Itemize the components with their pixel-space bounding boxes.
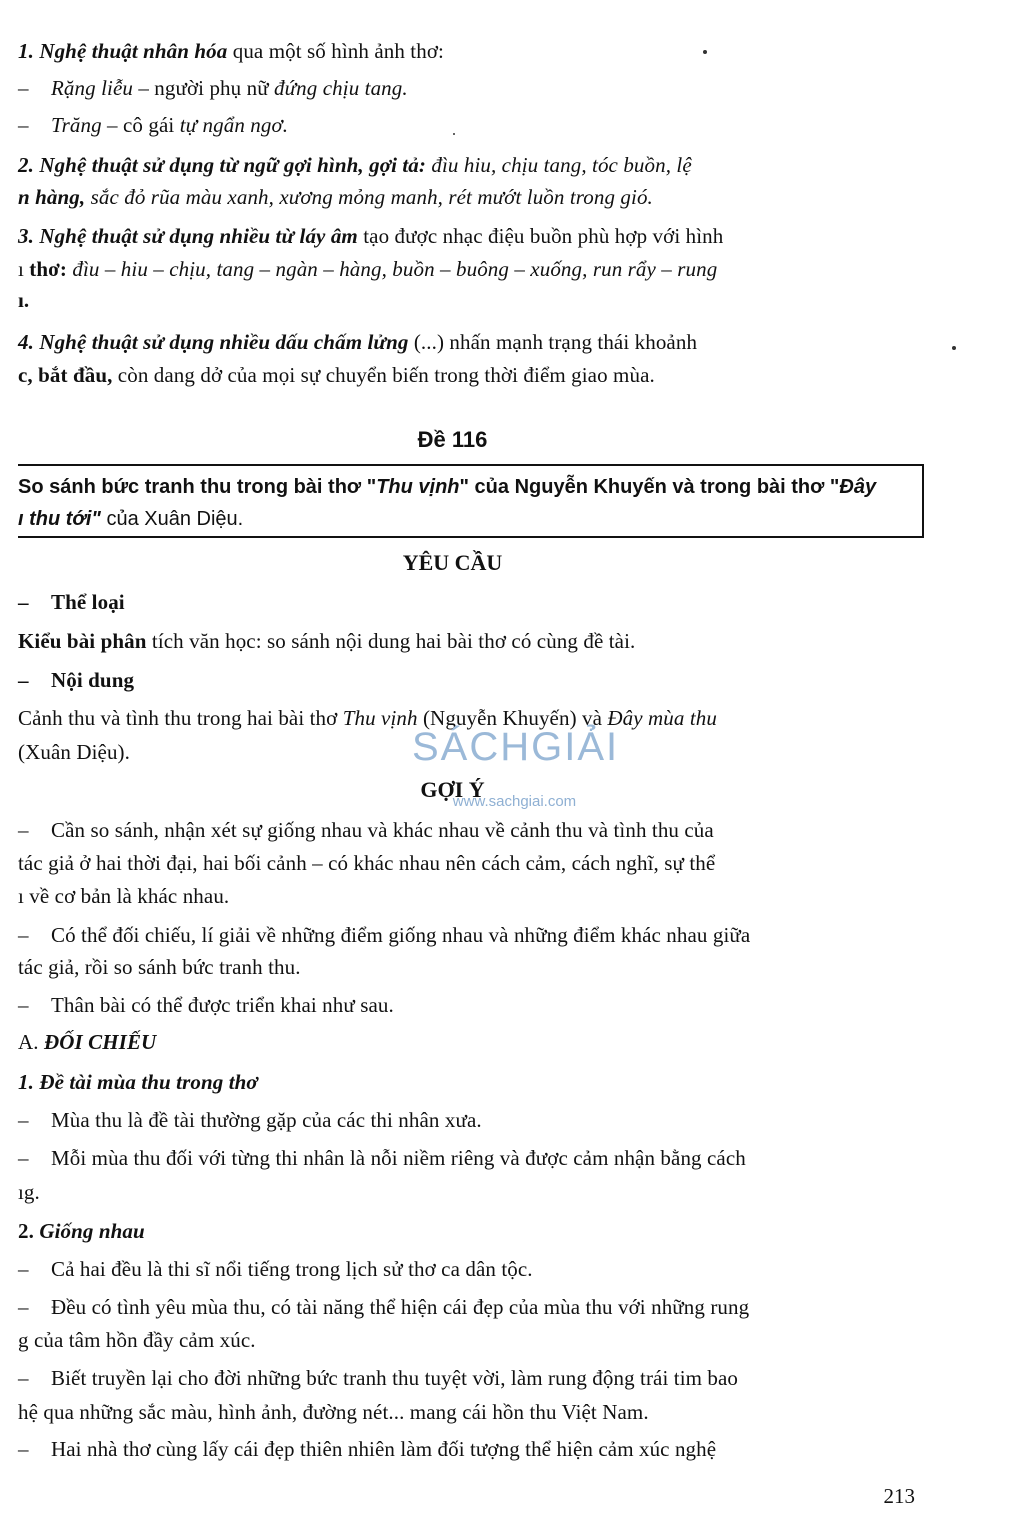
technique-1-item-1: – Rặng liễu – người phụ nữ đứng chịu tang. [18, 76, 408, 100]
subsection-1-line-3: ıg. [18, 1180, 40, 1204]
prompt-line-2: ı thu tới" của Xuân Diệu. [18, 508, 244, 530]
technique-1: 1. Nghệ thuật nhân hóa qua một số hình ảnh thơ: [18, 39, 444, 63]
genre-label: – Thể loại [18, 590, 125, 614]
content-text-2: (Xuân Diệu). [18, 740, 130, 764]
technique-4: 4. Nghệ thuật sử dụng nhiều dấu chấm lửng (...) nhấn mạnh trạng thái khoảnh [18, 330, 698, 354]
technique-3-end: ı. [18, 288, 30, 312]
subsection-2-line-4: – Biết truyền lại cho đời những bức tranh thu tuyệt vời, làm rung động trái tim bao [18, 1366, 739, 1390]
section-a-heading: A. ĐỐI CHIẾU [18, 1030, 157, 1054]
exam-title: Đề 116 [417, 427, 488, 452]
technique-1-item-2: – Trăng – cô gái tự ngẩn ngơ. [18, 113, 289, 137]
hint-line-4: – Có thể đối chiếu, lí giải về những điểm giống nhau và những điểm khác nhau giữa [18, 923, 751, 947]
subsection-2-heading: 2. Giống nhau [18, 1219, 145, 1243]
watermark-url: www.sachgiai.com [452, 793, 577, 810]
hint-line-6: – Thân bài có thể được triển khai như sau. [18, 993, 394, 1017]
technique-4-cont: c, bắt đầu, còn dang dở của mọi sự chuyển biến trong thời điểm giao mùa. [18, 363, 655, 387]
technique-3: 3. Nghệ thuật sử dụng nhiều từ láy âm tạo được nhạc điệu buồn phù hợp với hình [18, 224, 724, 248]
subsection-1-line-2: – Mỗi mùa thu đối với từng thi nhân là nỗi niềm riêng và được cảm nhận bằng cách [18, 1146, 746, 1170]
technique-2-cont: n hàng, sắc đỏ rũa màu xanh, xương mỏng manh, rét mướt luồn trong gió. [18, 185, 653, 209]
hint-line-3: ı về cơ bản là khác nhau. [18, 884, 230, 908]
scan-speck [453, 133, 455, 135]
scan-speck [952, 346, 956, 350]
hint-line-2: tác giả ở hai thời đại, hai bối cảnh – có khác nhau nên cách cảm, cách nghĩ, sự thể [18, 851, 716, 875]
watermark-logo-text: SÁCHGIẢI [412, 725, 620, 769]
subsection-1-line-1: – Mùa thu là đề tài thường gặp của các thi nhân xưa. [18, 1108, 482, 1132]
subsection-1-heading: 1. Đề tài mùa thu trong thơ [18, 1070, 258, 1094]
requirements-heading: YÊU CẦU [402, 550, 503, 575]
hint-line-1: – Cần so sánh, nhận xét sự giống nhau và khác nhau về cảnh thu và tình thu của [18, 818, 714, 842]
prompt-box [18, 464, 924, 538]
content-text-1: Cảnh thu và tình thu trong hai bài thơ Thu vịnh (Nguyễn Khuyến) và Đây mùa thu [18, 706, 717, 730]
hint-line-5: tác giả, rồi so sánh bức tranh thu. [18, 955, 301, 979]
technique-2: 2. Nghệ thuật sử dụng từ ngữ gợi hình, gợi tả: đìu hiu, chịu tang, tóc buồn, lệ [18, 153, 692, 177]
scan-speck [703, 50, 707, 54]
page-number: 213 [883, 1484, 915, 1508]
subsection-2-line-3: g của tâm hồn đầy cảm xúc. [18, 1328, 256, 1352]
prompt-line-1: So sánh bức tranh thu trong bài thơ "Thu vịnh" của Nguyễn Khuyến và trong bài thơ "Đây [18, 476, 877, 498]
genre-text: Kiểu bài phân tích văn học: so sánh nội dung hai bài thơ có cùng đề tài. [18, 629, 636, 653]
subsection-2-line-1: – Cả hai đều là thi sĩ nổi tiếng trong lịch sử thơ ca dân tộc. [18, 1257, 533, 1281]
hints-heading: GỢI Ý [420, 777, 485, 802]
subsection-2-line-2: – Đều có tình yêu mùa thu, có tài năng thể hiện cái đẹp của mùa thu với những rung [18, 1295, 750, 1319]
subsection-2-line-5: hệ qua những sắc màu, hình ảnh, đường nét... mang cái hồn thu Việt Nam. [18, 1400, 649, 1424]
technique-3-cont: ı thơ: đìu – hiu – chịu, tang – ngàn – hàng, buồn – buông – xuống, run rẩy – rung [18, 257, 718, 281]
subsection-2-line-6: – Hai nhà thơ cùng lấy cái đẹp thiên nhiên làm đối tượng thể hiện cảm xúc nghệ [18, 1437, 717, 1461]
content-label: – Nội dung [18, 668, 135, 692]
